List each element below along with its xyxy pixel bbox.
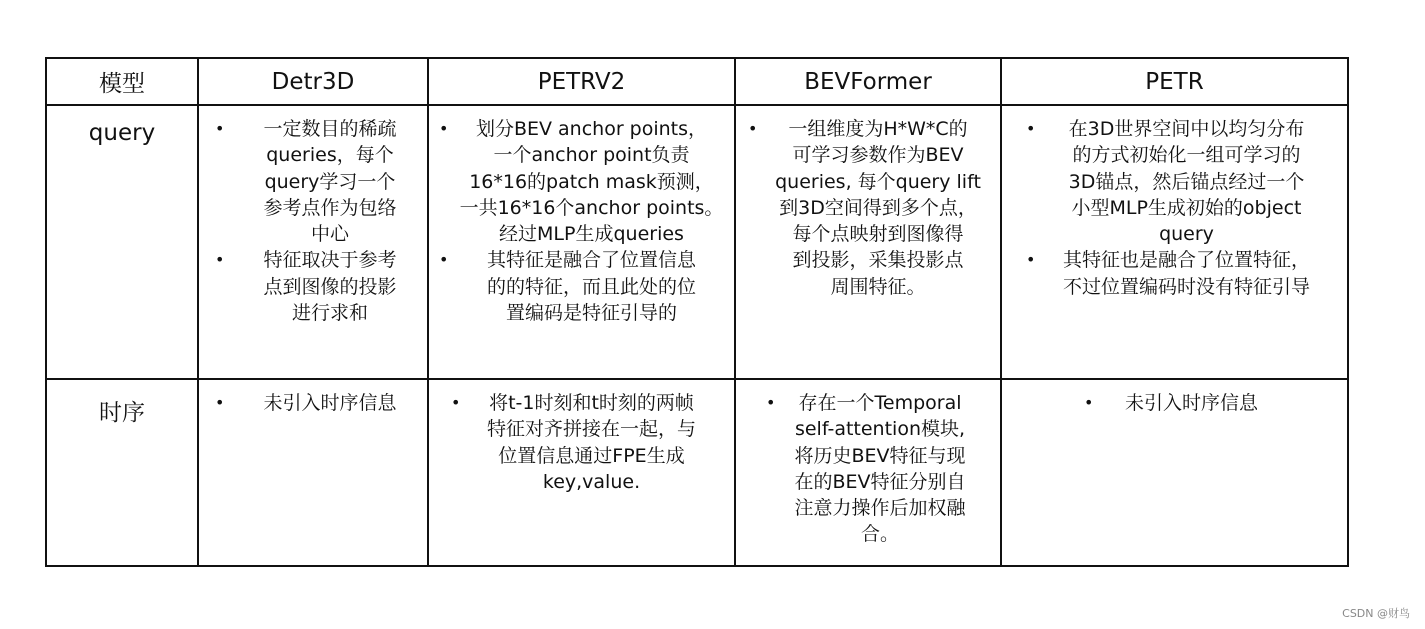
- cell-temporal-bevformer: [735, 379, 1001, 566]
- bullet-dot-icon: •: [439, 119, 449, 138]
- bullet-item: [1002, 116, 1347, 247]
- bullet-line: 可学习参数作为BEV: [792, 144, 964, 167]
- bullet-line: 3D锚点，然后锚点经过一个: [1068, 170, 1305, 193]
- bullet-line: query学习一个: [264, 170, 396, 193]
- cell-query-petr: [1001, 105, 1348, 379]
- bullet-dot-icon: •: [1026, 250, 1036, 270]
- bullet-line: 16*16的patch mask预测，: [469, 170, 714, 193]
- bullet-line: 一定数目的稀疏: [263, 118, 397, 140]
- bullet-line: 中心: [310, 223, 349, 246]
- bullet-line: 其特征也是融合了位置特征，: [1062, 249, 1310, 272]
- cell-query-petrv2: [428, 105, 735, 379]
- bullet-line: 进行求和: [291, 302, 368, 325]
- cell-temporal-detr3d: [198, 379, 428, 566]
- bullet-item: [429, 247, 734, 326]
- bullet-line: 不过位置编码时没有特征引导: [1062, 275, 1310, 298]
- bullet-line: 到3D空间得到多个点，: [779, 196, 977, 219]
- header-petr: PETR: [1001, 58, 1348, 105]
- bullet-dot-icon: •: [439, 250, 449, 270]
- bullet-dot-icon: •: [215, 119, 225, 138]
- cell-query-bevformer: [735, 105, 1001, 379]
- bullet-item: [429, 116, 734, 247]
- bullet-line: 在的BEV特征分别自: [794, 470, 966, 493]
- row-label-temporal: 时序: [46, 379, 198, 566]
- cell-temporal-petr: [1001, 379, 1348, 566]
- bullet-item: [736, 116, 1000, 300]
- bullet-line: queries, 每个query lift: [775, 170, 981, 193]
- bullet-line: 的的特征，而且此处的位: [486, 275, 696, 298]
- bullet-item: [736, 390, 1000, 548]
- row-label-query: query: [46, 105, 198, 379]
- bullet-line: 特征对齐拼接在一起，与: [486, 418, 696, 441]
- bullet-line: 置编码是特征引导的: [505, 302, 677, 325]
- bullet-dot-icon: •: [1084, 393, 1094, 412]
- bullet-line: 存在一个Temporal: [798, 392, 962, 414]
- bullet-line: 未引入时序信息: [1124, 392, 1258, 414]
- bullet-dot-icon: •: [215, 393, 225, 412]
- bullet-line: 一组维度为H*W*C的: [788, 118, 968, 140]
- bullet-line: 将历史BEV特征与现: [794, 444, 966, 467]
- bullet-line: 点到图像的投影: [263, 275, 397, 298]
- header-row: [46, 58, 1348, 105]
- bullet-line: queries，每个: [266, 144, 394, 167]
- bullet-line: 其特征是融合了位置信息: [486, 249, 696, 272]
- bullet-item: [199, 116, 427, 247]
- header-bevformer: BEVFormer: [735, 58, 1001, 105]
- bullet-dot-icon: •: [748, 119, 758, 138]
- bullet-dot-icon: •: [1026, 119, 1036, 138]
- cell-temporal-petrv2: [428, 379, 735, 566]
- bullet-line: 一共16*16个anchor points。: [459, 196, 724, 219]
- row-temporal: [46, 379, 1348, 566]
- bullet-line: 每个点映射到图像得: [792, 223, 964, 246]
- bullet-line: 将t-1时刻和t时刻的两帧: [489, 392, 694, 414]
- bullet-dot-icon: •: [766, 393, 776, 412]
- header-petrv2: PETRV2: [428, 58, 735, 105]
- watermark: CSDN @财鸟: [1342, 607, 1410, 620]
- header-model: 模型: [46, 58, 198, 105]
- bullet-line: 位置信息通过FPE生成: [498, 444, 685, 467]
- row-query: [46, 105, 1348, 379]
- bullet-item: [199, 390, 427, 416]
- comparison-table: [45, 57, 1349, 567]
- bullet-item: [1002, 247, 1347, 300]
- bullet-item: [1002, 390, 1347, 416]
- bullet-line: 注意力操作后加权融: [794, 497, 966, 520]
- bullet-line: 合。: [860, 523, 899, 546]
- bullet-line: 的方式初始化一组可学习的: [1072, 144, 1301, 167]
- bullet-line: 在3D世界空间中以均匀分布: [1068, 118, 1305, 140]
- bullet-line: self-attention模块,: [794, 418, 966, 441]
- bullet-line: 一个anchor point负责: [493, 144, 690, 167]
- cell-query-detr3d: [198, 105, 428, 379]
- header-detr3d: Detr3D: [198, 58, 428, 105]
- bullet-line: 小型MLP生成初始的object: [1071, 196, 1302, 219]
- bullet-line: 周围特征。: [830, 275, 926, 298]
- bullet-line: 特征取决于参考: [263, 249, 397, 272]
- bullet-line: query: [1159, 223, 1214, 246]
- bullet-dot-icon: •: [215, 250, 225, 270]
- bullet-dot-icon: •: [451, 393, 461, 412]
- bullet-line: 参考点作为包络: [263, 196, 397, 219]
- bullet-line: 划分BEV anchor points，: [475, 118, 708, 140]
- bullet-line: 未引入时序信息: [263, 392, 397, 414]
- bullet-item: [429, 390, 734, 495]
- bullet-line: key,value.: [542, 470, 641, 493]
- bullet-item: [199, 247, 427, 326]
- bullet-line: 经过MLP生成queries: [499, 223, 684, 246]
- bullet-line: 到投影，采集投影点: [792, 249, 964, 272]
